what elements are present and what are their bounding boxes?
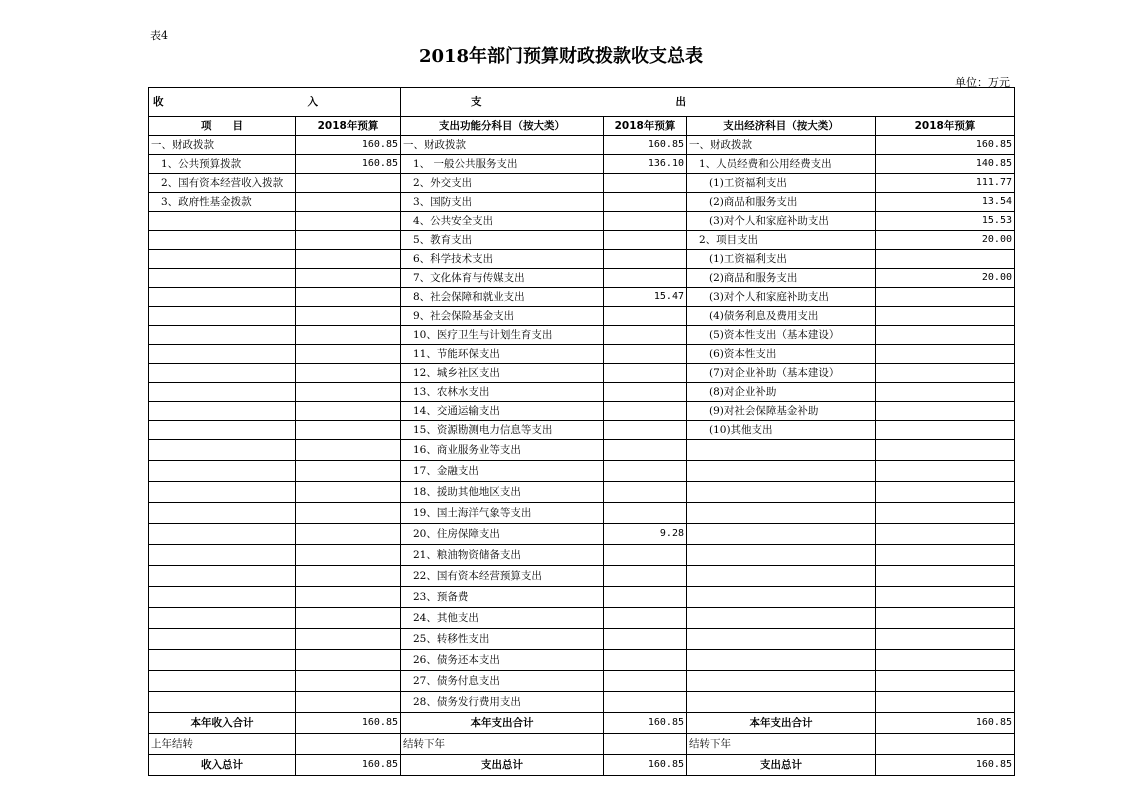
econ-item-label xyxy=(687,440,876,461)
income-item-value xyxy=(296,545,401,566)
table-row xyxy=(149,421,1015,440)
income-item-label xyxy=(149,307,296,326)
econ-item-label xyxy=(687,545,876,566)
income-item-label xyxy=(149,231,296,250)
income-item-value xyxy=(296,307,401,326)
func-carry-forward-label: 结转下年 xyxy=(401,734,604,755)
econ-grand-total-value: 160.85 xyxy=(876,755,1015,776)
func-item-value xyxy=(604,421,687,440)
func-item-label: 12、城乡社区支出 xyxy=(401,364,604,383)
econ-item-label: (2)商品和服务支出 xyxy=(687,193,876,212)
table-row xyxy=(149,288,1015,307)
table-row xyxy=(149,671,1015,692)
income-item-value xyxy=(296,587,401,608)
econ-item-label xyxy=(687,503,876,524)
func-item-label: 20、住房保障支出 xyxy=(401,524,604,545)
func-item-label: 14、交通运输支出 xyxy=(401,402,604,421)
income-item-value xyxy=(296,421,401,440)
econ-item-value: 20.00 xyxy=(876,231,1015,250)
income-item-label: 一、财政拨款 xyxy=(149,136,296,155)
income-item-label xyxy=(149,608,296,629)
func-item-label: 27、债务付息支出 xyxy=(401,671,604,692)
econ-item-label: (9)对社会保障基金补助 xyxy=(687,402,876,421)
func-item-label: 24、其他支出 xyxy=(401,608,604,629)
func-item-label: 5、教育支出 xyxy=(401,231,604,250)
func-item-value: 15.47 xyxy=(604,288,687,307)
func-item-value xyxy=(604,629,687,650)
func-item-label: 4、公共安全支出 xyxy=(401,212,604,231)
carry-row xyxy=(149,734,1015,755)
econ-item-value xyxy=(876,440,1015,461)
income-item-value xyxy=(296,566,401,587)
econ-item-label xyxy=(687,629,876,650)
func-item-value: 160.85 xyxy=(604,136,687,155)
econ-item-value: 111.77 xyxy=(876,174,1015,193)
func-item-value xyxy=(604,671,687,692)
econ-year-total-value: 160.85 xyxy=(876,713,1015,734)
func-item-value xyxy=(604,545,687,566)
func-item-value xyxy=(604,650,687,671)
func-item-value xyxy=(604,345,687,364)
func-item-label: 8、社会保障和就业支出 xyxy=(401,288,604,307)
econ-item-value: 20.00 xyxy=(876,269,1015,288)
col-header-func-category: 支出功能分科目（按大类） xyxy=(401,117,604,136)
econ-item-value xyxy=(876,364,1015,383)
expense-section-header xyxy=(401,88,1015,117)
econ-item-value xyxy=(876,288,1015,307)
econ-item-value: 140.85 xyxy=(876,155,1015,174)
col-header-budget-func: 2018年预算 xyxy=(604,117,687,136)
econ-item-value xyxy=(876,345,1015,364)
income-item-label xyxy=(149,650,296,671)
income-item-label xyxy=(149,269,296,288)
econ-item-value: 13.54 xyxy=(876,193,1015,212)
econ-item-label: 1、人员经费和公用经费支出 xyxy=(687,155,876,174)
econ-item-value xyxy=(876,383,1015,402)
income-item-value xyxy=(296,650,401,671)
table-row xyxy=(149,545,1015,566)
econ-item-label: 2、项目支出 xyxy=(687,231,876,250)
econ-item-label: (3)对个人和家庭补助支出 xyxy=(687,288,876,307)
income-item-label xyxy=(149,692,296,713)
income-item-value xyxy=(296,269,401,288)
func-grand-total-label: 支出总计 xyxy=(401,755,604,776)
econ-item-label: (1)工资福利支出 xyxy=(687,250,876,269)
table-row xyxy=(149,402,1015,421)
func-item-label: 28、债务发行费用支出 xyxy=(401,692,604,713)
econ-item-value xyxy=(876,650,1015,671)
income-item-label: 2、国有资本经营收入拨款 xyxy=(149,174,296,193)
func-item-label: 26、债务还本支出 xyxy=(401,650,604,671)
func-carry-forward-value xyxy=(604,734,687,755)
table-row xyxy=(149,503,1015,524)
econ-item-value xyxy=(876,545,1015,566)
page-title: 2018年部门预算财政拨款收支总表 xyxy=(418,46,704,67)
func-item-label: 2、外交支出 xyxy=(401,174,604,193)
table-row xyxy=(149,326,1015,345)
income-grand-total-label: 收入总计 xyxy=(149,755,296,776)
year-total-row xyxy=(149,713,1015,734)
income-section-header xyxy=(149,88,401,117)
func-item-value xyxy=(604,608,687,629)
func-item-value: 136.10 xyxy=(604,155,687,174)
income-item-value xyxy=(296,692,401,713)
column-header-row xyxy=(149,117,1015,136)
econ-item-value xyxy=(876,482,1015,503)
econ-item-label: (4)债务利息及费用支出 xyxy=(687,307,876,326)
prev-year-carry-value xyxy=(296,734,401,755)
func-grand-total-value: 160.85 xyxy=(604,755,687,776)
econ-item-label: (10)其他支出 xyxy=(687,421,876,440)
income-item-value xyxy=(296,461,401,482)
econ-item-label: (1)工资福利支出 xyxy=(687,174,876,193)
table-row xyxy=(149,566,1015,587)
table-row xyxy=(149,461,1015,482)
table-row xyxy=(149,136,1015,155)
func-item-value xyxy=(604,692,687,713)
income-item-label xyxy=(149,288,296,307)
income-item-value xyxy=(296,250,401,269)
econ-item-value xyxy=(876,326,1015,345)
income-item-value xyxy=(296,671,401,692)
econ-item-value xyxy=(876,461,1015,482)
func-item-label: 15、资源勘测电力信息等支出 xyxy=(401,421,604,440)
econ-item-value xyxy=(876,587,1015,608)
econ-item-value xyxy=(876,566,1015,587)
income-item-label xyxy=(149,524,296,545)
income-item-value: 160.85 xyxy=(296,155,401,174)
table-row xyxy=(149,193,1015,212)
col-header-budget-econ: 2018年预算 xyxy=(876,117,1015,136)
func-item-label: 10、医疗卫生与计划生育支出 xyxy=(401,326,604,345)
income-grand-total-value: 160.85 xyxy=(296,755,401,776)
income-item-label xyxy=(149,545,296,566)
func-item-value xyxy=(604,383,687,402)
econ-item-value: 15.53 xyxy=(876,212,1015,231)
econ-item-label xyxy=(687,671,876,692)
econ-item-label: (7)对企业补助（基本建设） xyxy=(687,364,876,383)
income-item-value xyxy=(296,524,401,545)
econ-item-label: (6)资本性支出 xyxy=(687,345,876,364)
section-header-row xyxy=(149,88,1015,117)
func-item-value xyxy=(604,231,687,250)
table-row xyxy=(149,440,1015,461)
table-row xyxy=(149,692,1015,713)
income-item-label xyxy=(149,587,296,608)
income-item-label xyxy=(149,566,296,587)
econ-item-value xyxy=(876,671,1015,692)
func-item-value xyxy=(604,364,687,383)
income-item-label xyxy=(149,212,296,231)
col-header-item: 项 目 xyxy=(149,117,296,136)
econ-item-value xyxy=(876,608,1015,629)
income-item-label xyxy=(149,364,296,383)
income-item-value xyxy=(296,345,401,364)
econ-item-label xyxy=(687,566,876,587)
func-item-label: 1、 一般公共服务支出 xyxy=(401,155,604,174)
func-item-value xyxy=(604,440,687,461)
income-item-label: 3、政府性基金拨款 xyxy=(149,193,296,212)
econ-item-label: (2)商品和服务支出 xyxy=(687,269,876,288)
func-item-label: 22、国有资本经营预算支出 xyxy=(401,566,604,587)
econ-item-label xyxy=(687,461,876,482)
func-item-label: 23、预备费 xyxy=(401,587,604,608)
func-item-value xyxy=(604,566,687,587)
func-item-label: 一、财政拨款 xyxy=(401,136,604,155)
func-item-label: 18、援助其他地区支出 xyxy=(401,482,604,503)
func-item-value xyxy=(604,174,687,193)
econ-grand-total-label: 支出总计 xyxy=(687,755,876,776)
income-item-label xyxy=(149,345,296,364)
func-item-value xyxy=(604,587,687,608)
income-item-value xyxy=(296,440,401,461)
econ-year-total-label: 本年支出合计 xyxy=(687,713,876,734)
econ-carry-forward-label: 结转下年 xyxy=(687,734,876,755)
econ-item-value xyxy=(876,250,1015,269)
income-item-label xyxy=(149,503,296,524)
func-item-label: 11、节能环保支出 xyxy=(401,345,604,364)
table-row xyxy=(149,269,1015,288)
econ-item-label: (8)对企业补助 xyxy=(687,383,876,402)
income-item-value xyxy=(296,402,401,421)
table-row xyxy=(149,250,1015,269)
econ-item-label: (5)资本性支出（基本建设） xyxy=(687,326,876,345)
income-item-label xyxy=(149,629,296,650)
income-item-value xyxy=(296,629,401,650)
econ-item-label xyxy=(687,608,876,629)
table-row xyxy=(149,345,1015,364)
income-item-label xyxy=(149,482,296,503)
income-item-value: 160.85 xyxy=(296,136,401,155)
econ-item-label xyxy=(687,524,876,545)
income-item-label xyxy=(149,402,296,421)
income-item-value xyxy=(296,212,401,231)
func-item-label: 13、农林水支出 xyxy=(401,383,604,402)
income-item-value xyxy=(296,383,401,402)
table-row xyxy=(149,383,1015,402)
income-item-value xyxy=(296,482,401,503)
econ-item-label xyxy=(687,692,876,713)
econ-item-value: 160.85 xyxy=(876,136,1015,155)
income-item-value xyxy=(296,288,401,307)
func-item-value xyxy=(604,193,687,212)
table-row xyxy=(149,524,1015,545)
income-item-label xyxy=(149,440,296,461)
func-year-total-value: 160.85 xyxy=(604,713,687,734)
col-header-econ-category: 支出经济科目（按大类） xyxy=(687,117,876,136)
func-item-label: 17、金融支出 xyxy=(401,461,604,482)
table-row xyxy=(149,212,1015,231)
func-item-label: 16、商业服务业等支出 xyxy=(401,440,604,461)
func-item-label: 9、社会保险基金支出 xyxy=(401,307,604,326)
unit-label: 单位：万元 xyxy=(955,76,1010,89)
func-item-label: 7、文化体育与传媒支出 xyxy=(401,269,604,288)
income-year-total-label: 本年收入合计 xyxy=(149,713,296,734)
grand-total-row xyxy=(149,755,1015,776)
func-item-label: 3、国防支出 xyxy=(401,193,604,212)
table-row xyxy=(149,482,1015,503)
func-year-total-label: 本年支出合计 xyxy=(401,713,604,734)
expense-header-left: 支 xyxy=(471,96,482,108)
func-item-value xyxy=(604,212,687,231)
func-item-value xyxy=(604,269,687,288)
income-item-label xyxy=(149,383,296,402)
func-item-value xyxy=(604,461,687,482)
table-row xyxy=(149,307,1015,326)
col-header-budget-income: 2018年预算 xyxy=(296,117,401,136)
func-item-value xyxy=(604,250,687,269)
econ-item-value xyxy=(876,629,1015,650)
func-item-label: 6、科学技术支出 xyxy=(401,250,604,269)
func-item-value xyxy=(604,402,687,421)
table-row xyxy=(149,629,1015,650)
econ-item-value xyxy=(876,307,1015,326)
econ-item-value xyxy=(876,503,1015,524)
econ-item-value xyxy=(876,524,1015,545)
income-item-value xyxy=(296,326,401,345)
func-item-value xyxy=(604,326,687,345)
income-item-label xyxy=(149,671,296,692)
table-number-label: 表4 xyxy=(150,29,168,42)
income-item-value xyxy=(296,503,401,524)
func-item-value xyxy=(604,503,687,524)
func-item-value: 9.28 xyxy=(604,524,687,545)
econ-item-label: (3)对个人和家庭补助支出 xyxy=(687,212,876,231)
table-row xyxy=(149,174,1015,193)
income-item-value xyxy=(296,174,401,193)
econ-item-label xyxy=(687,482,876,503)
income-item-label xyxy=(149,326,296,345)
income-header-right: 入 xyxy=(307,96,318,108)
table-row xyxy=(149,587,1015,608)
func-item-label: 19、国土海洋气象等支出 xyxy=(401,503,604,524)
table-row xyxy=(149,155,1015,174)
income-item-value xyxy=(296,231,401,250)
func-item-label: 25、转移性支出 xyxy=(401,629,604,650)
econ-item-label xyxy=(687,650,876,671)
income-item-value xyxy=(296,193,401,212)
econ-item-value xyxy=(876,692,1015,713)
prev-year-carry-label: 上年结转 xyxy=(149,734,296,755)
income-item-value xyxy=(296,608,401,629)
income-item-label xyxy=(149,421,296,440)
income-item-label xyxy=(149,461,296,482)
econ-item-value xyxy=(876,421,1015,440)
econ-item-value xyxy=(876,402,1015,421)
func-item-value xyxy=(604,307,687,326)
table-row xyxy=(149,650,1015,671)
income-item-label: 1、公共预算拨款 xyxy=(149,155,296,174)
income-header-left: 收 xyxy=(153,96,164,108)
table-row xyxy=(149,364,1015,383)
econ-item-label xyxy=(687,587,876,608)
budget-summary-table xyxy=(148,87,1015,776)
expense-header-right: 出 xyxy=(675,96,686,108)
income-item-label xyxy=(149,250,296,269)
table-row xyxy=(149,608,1015,629)
table-row xyxy=(149,231,1015,250)
func-item-value xyxy=(604,482,687,503)
income-item-value xyxy=(296,364,401,383)
econ-carry-forward-value xyxy=(876,734,1015,755)
income-year-total-value: 160.85 xyxy=(296,713,401,734)
func-item-label: 21、粮油物资储备支出 xyxy=(401,545,604,566)
econ-item-label: 一、财政拨款 xyxy=(687,136,876,155)
